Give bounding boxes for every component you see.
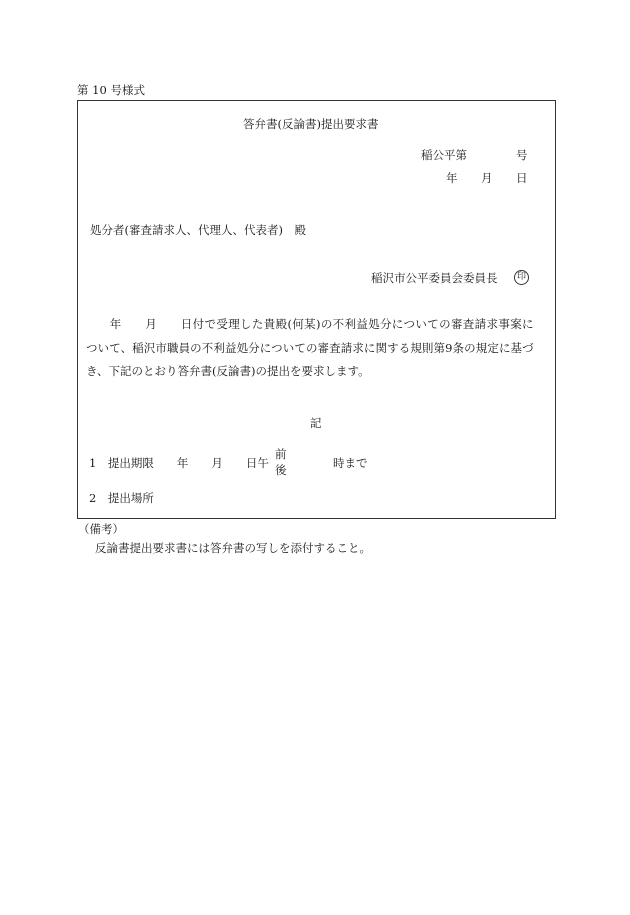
date-year: 年 xyxy=(446,171,458,185)
item1-am: 前 xyxy=(275,447,287,461)
remarks-text: 反論書提出要求書には答弁書の写しを添付すること。 xyxy=(95,541,371,555)
addressee: 処分者(審査請求人、代理人、代表者) 殿 xyxy=(90,223,306,237)
item1-until: 時まで xyxy=(333,456,368,470)
document-title: 答弁書(反論書)提出要求書 xyxy=(243,117,379,131)
remarks-heading: （備考） xyxy=(78,522,124,536)
body-line-1: 年 月 日付で受理した貴殿(何某)の不利益処分についての審査請求事案に xyxy=(86,317,534,331)
ki-heading: 記 xyxy=(310,416,322,430)
form-number: 第 10 号様式 xyxy=(77,83,145,97)
sender: 稲沢市公平委員会委員長 xyxy=(371,271,498,285)
doc-number-prefix: 稲公平第 xyxy=(421,148,467,162)
date-month: 月 xyxy=(481,171,493,185)
item1-label: 1 提出期限 年 月 日午 xyxy=(89,456,269,470)
item2-label: 2 提出場所 xyxy=(89,491,154,505)
item1-pm: 後 xyxy=(275,463,287,477)
date-day: 日 xyxy=(516,171,528,185)
doc-number-suffix: 号 xyxy=(516,148,528,162)
body-line-3: き、下記のとおり答弁書(反論書)の提出を要求します。 xyxy=(86,364,370,378)
seal-stamp: 印 xyxy=(514,270,529,285)
body-line-2: ついて、稲沢市職員の不利益処分についての審査請求に関する規則第9条の規定に基づ xyxy=(86,341,534,355)
